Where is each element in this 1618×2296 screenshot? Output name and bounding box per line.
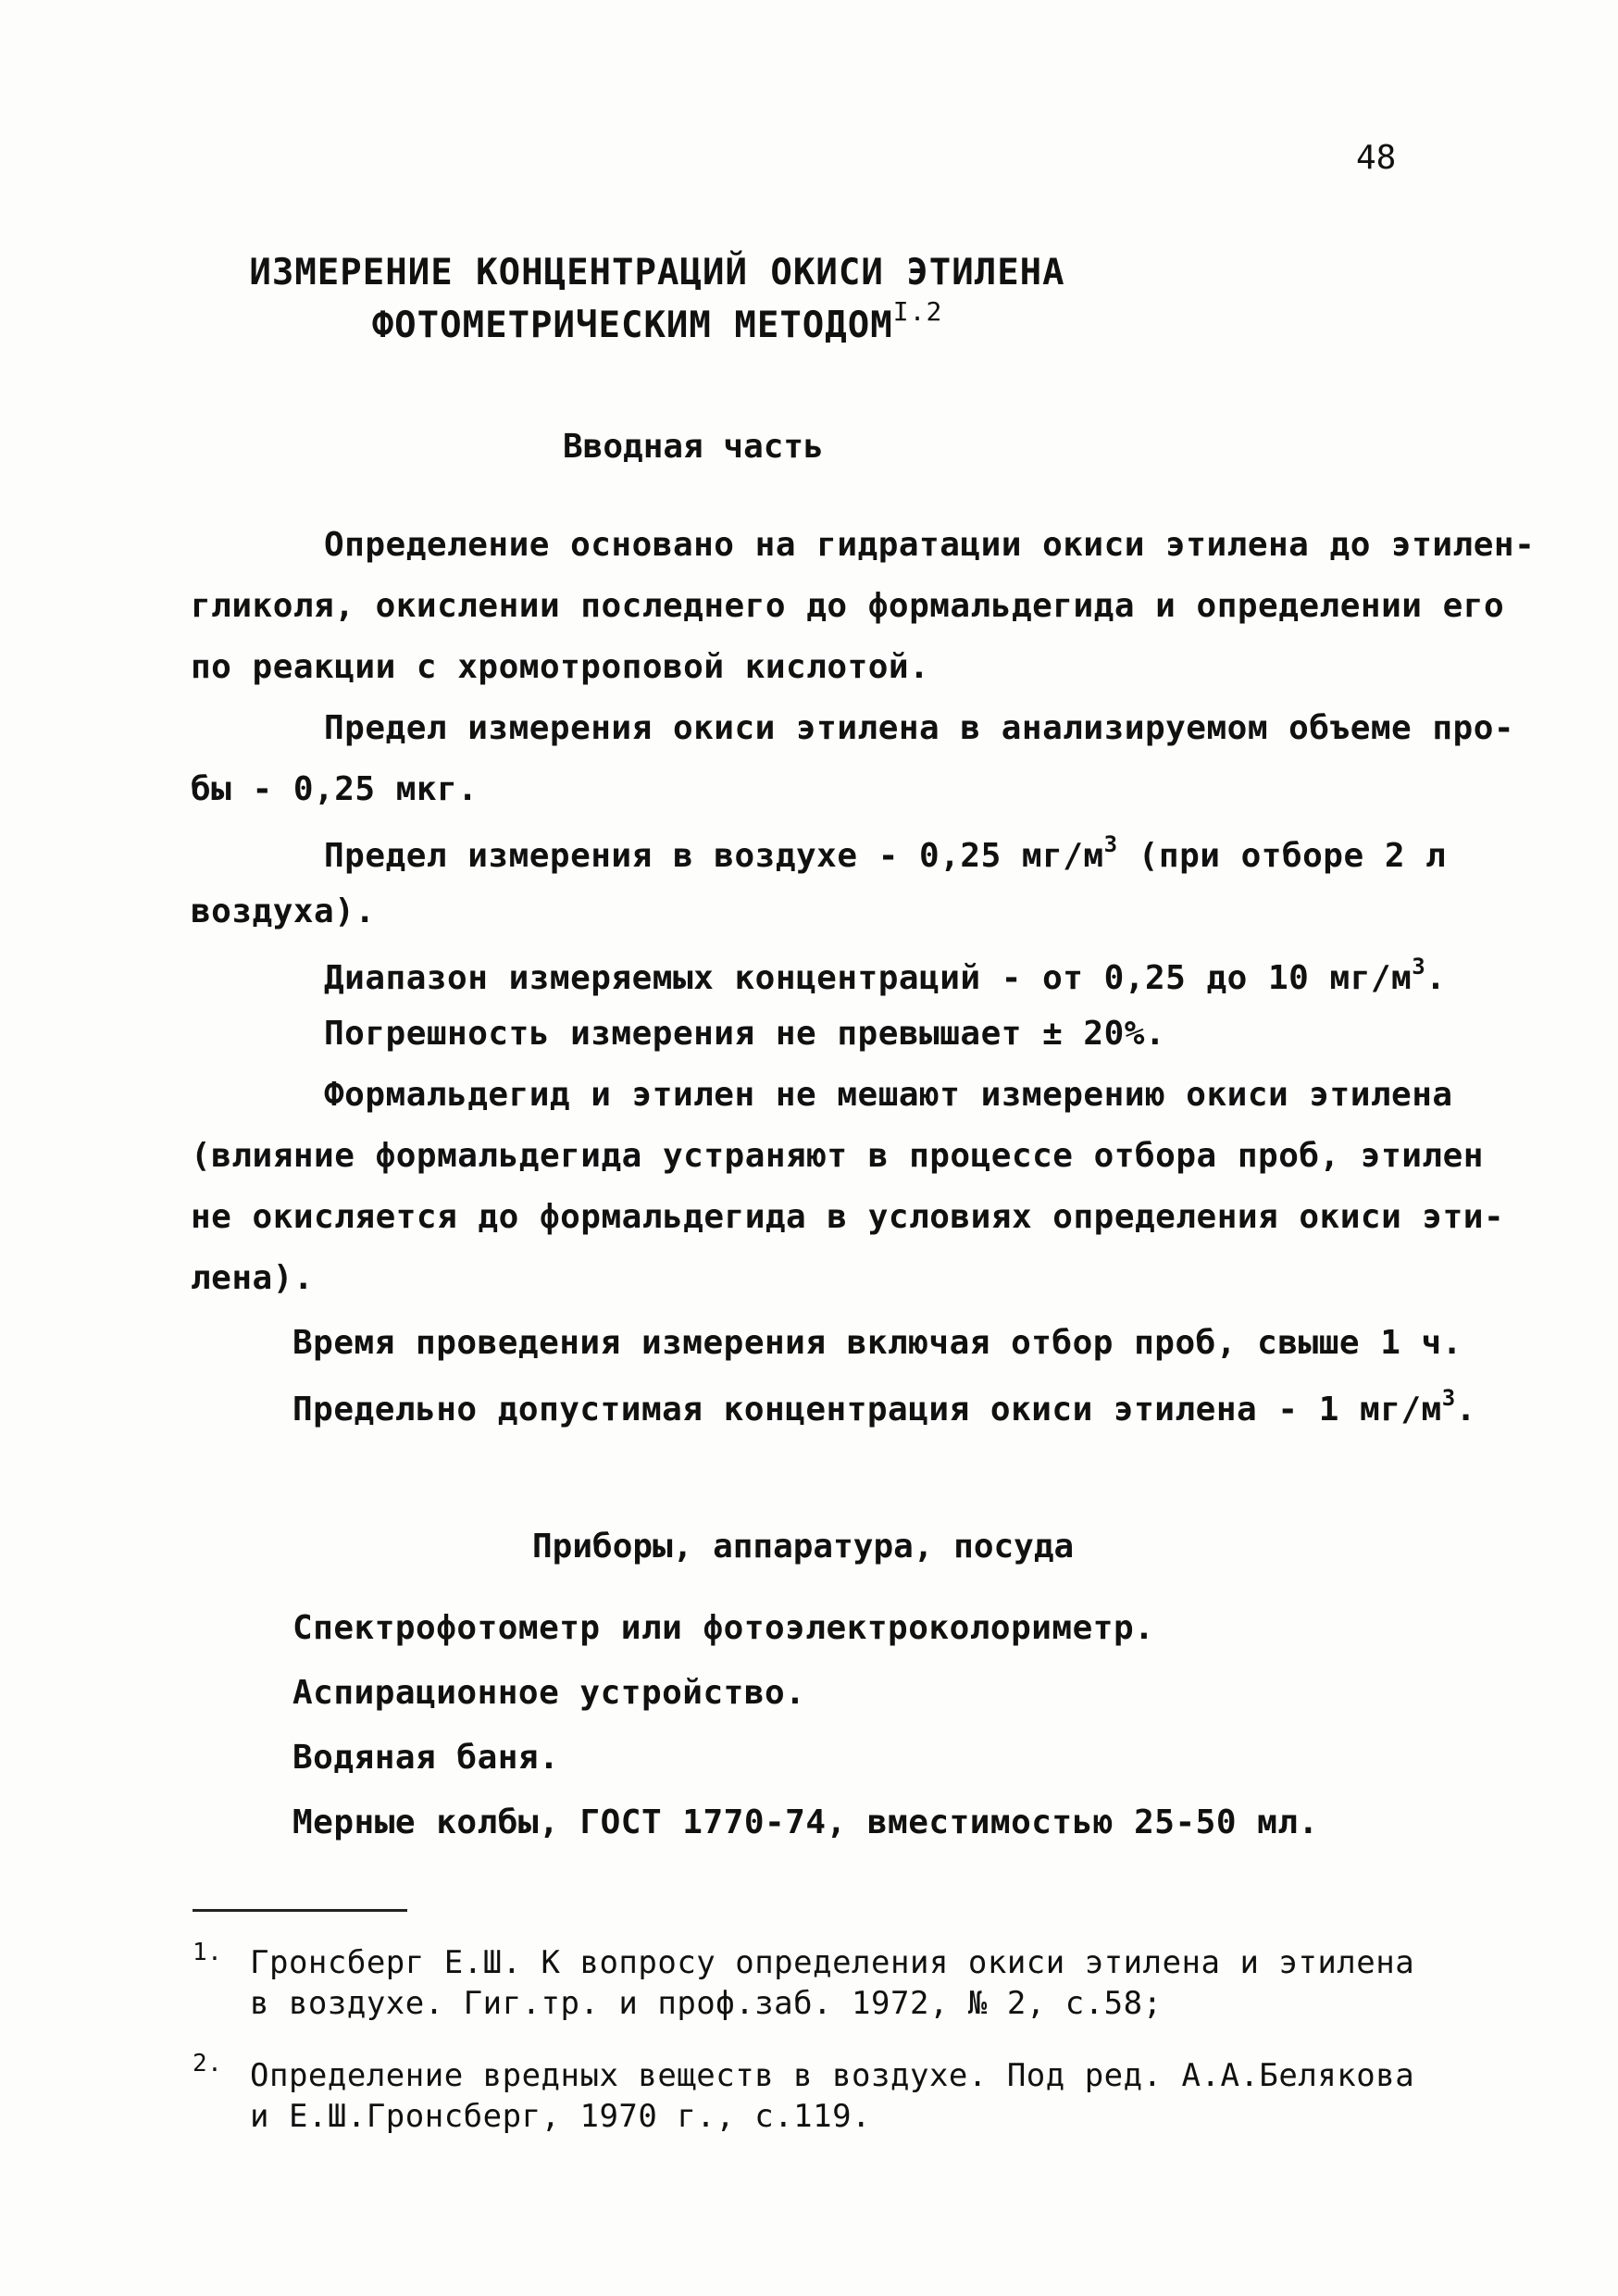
text-line: Погрешность измерения не превышает ± 20%. (324, 1015, 1166, 1053)
page-number: 48 (1356, 139, 1397, 177)
text-line (324, 831, 1446, 875)
footnote-divider (193, 1909, 407, 1912)
text-run: Диапазон измеряемых концентраций - от 0,25 до 10 мг/м (324, 959, 1413, 997)
equipment-item: Спектрофотометр или фотоэлектроколориметр. (292, 1609, 1155, 1647)
title-text: ФОТОМЕТРИЧЕСКИМ МЕТОДОМ (371, 305, 893, 346)
text-run: (при отборе 2 л (1117, 837, 1447, 875)
title-footnote-ref: I.2 (892, 296, 943, 327)
text-run: Предельно допустимая концентрация окиси этилена - 1 мг/м (292, 1391, 1442, 1429)
equipment-item: Мерные колбы, ГОСТ 1770-74, вместимостью 25-50 мл. (292, 1803, 1319, 1841)
document-title-line-2 (0, 296, 1314, 346)
section-heading-equipment: Приборы, аппаратура, посуда (532, 1528, 1075, 1566)
text-line: (влияние формальдегида устраняют в процессе отбора проб, этилен (191, 1137, 1484, 1175)
text-run: . (1455, 1391, 1476, 1429)
text-line: бы - 0,25 мкг. (191, 770, 479, 808)
text-line: Определение основано на гидратации окиси этилена до этилен- (324, 526, 1536, 564)
text-line: гликоля, окислении последнего до формальдегида и определении его (191, 587, 1505, 625)
equipment-item: Аспирационное устройство. (292, 1674, 806, 1712)
text-run: . (1425, 959, 1447, 997)
text-line: Формальдегид и этилен не мешают измерению окиси этилена (324, 1076, 1453, 1114)
document-title-line-1: ИЗМЕРЕНИЕ КОНЦЕНТРАЦИЙ ОКИСИ ЭТИЛЕНА (249, 252, 1065, 293)
superscript: 3 (1103, 831, 1118, 857)
text-line: воздуха). (191, 892, 376, 930)
text-line: по реакции с хромотроповой кислотой. (191, 648, 930, 686)
superscript: 3 (1441, 1385, 1456, 1411)
footnote-line: Гронсберг Е.Ш. К вопросу определения окиси этилена и этилена (250, 1944, 1415, 1981)
footnote-line: и Е.Ш.Гронсберг, 1970 г., с.119. (250, 2098, 872, 2135)
footnote-line: в воздухе. Гиг.тр. и проф.заб. 1972, № 2, с.58; (250, 1985, 1163, 2022)
text-line: не окисляется до формальдегида в условиях определения окиси эти- (191, 1198, 1505, 1236)
text-line (292, 1385, 1476, 1429)
text-line: Время проведения измерения включая отбор проб, свыше 1 ч. (292, 1324, 1462, 1362)
text-run: Предел измерения в воздухе - 0,25 мг/м (324, 837, 1104, 875)
text-line (324, 954, 1446, 997)
superscript: 3 (1412, 954, 1426, 980)
section-heading-intro: Вводная часть (563, 428, 824, 466)
footnote-line: Определение вредных веществ в воздухе. Под ред. А.А.Белякова (250, 2057, 1415, 2094)
footnote-marker: 1. (193, 1939, 223, 1966)
text-line: лена). (191, 1259, 315, 1297)
equipment-item: Водяная баня. (292, 1739, 560, 1777)
text-line: Предел измерения окиси этилена в анализируемом объеме про- (324, 709, 1515, 747)
footnote-marker: 2. (193, 2050, 223, 2078)
